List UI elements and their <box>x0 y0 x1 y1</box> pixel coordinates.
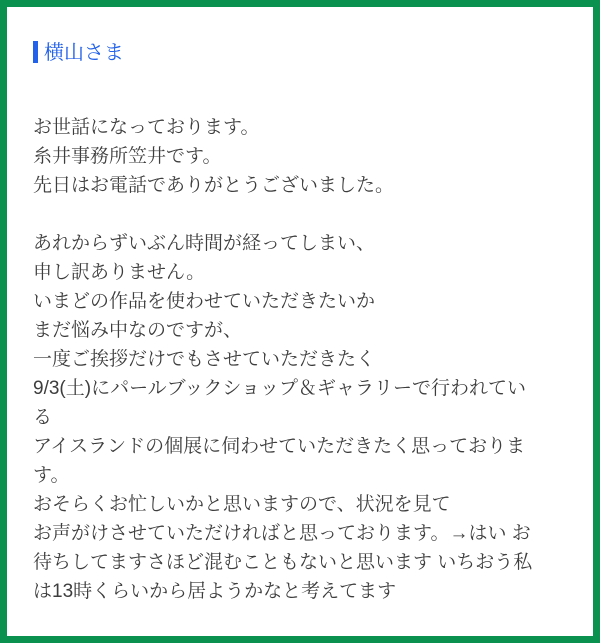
message-line: 一度ご挨拶だけでもさせていただきたく <box>33 349 376 370</box>
recipient-name: 横山さま <box>44 42 124 64</box>
message-line: 待ちしてますさほど混むこともないと思います いちおう私 <box>33 552 533 573</box>
message-line: アイスランドの個展に伺わせていただきたく思っておりま <box>33 436 526 457</box>
message-line: いまどの作品を使わせていただきたいか <box>33 291 376 312</box>
message-line: 9/3(土)にパールブックショップ＆ギャラリーで行われてい <box>33 378 526 399</box>
message-line: まだ悩み中なのですが、 <box>33 320 243 341</box>
message-line: 先日はお電話でありがとうございました。 <box>33 175 395 196</box>
message-line: あれからずいぶん時間が経ってしまい、 <box>33 233 376 254</box>
message-line: は13時くらいから居ようかなと考えてます <box>33 581 397 602</box>
message-line: お声がけさせていただければと思っております。→はい お <box>33 523 531 544</box>
message-line: す。 <box>33 465 70 486</box>
message-line: おそらくお忙しいかと思いますので、状況を見て <box>33 494 451 515</box>
message-line: 糸井事務所笠井です。 <box>33 146 222 167</box>
message-line: る <box>33 407 53 428</box>
heading-accent-bar-icon <box>33 41 38 63</box>
message-line: 申し訳ありません。 <box>33 262 206 283</box>
message-line: お世話になっております。 <box>33 117 260 138</box>
message-line-blank <box>33 200 567 229</box>
email-body <box>33 113 567 606</box>
recipient-heading <box>33 40 567 66</box>
